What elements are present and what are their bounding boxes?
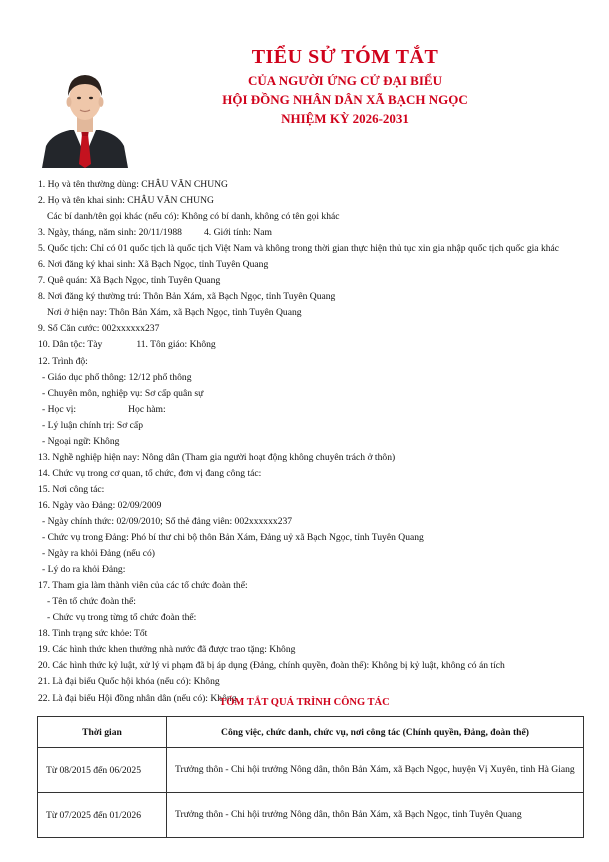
party-leave-date: - Ngày ra khỏi Đảng (nếu có) [42, 548, 155, 560]
title-line-2: CỦA NGƯỜI ỨNG CỬ ĐẠI BIỂU [248, 73, 442, 88]
ethnicity: 10. Dân tộc: Tày [38, 339, 103, 351]
column-header-time: Thời gian [38, 717, 167, 748]
political-theory: - Lý luận chính trị: Sơ cấp [42, 419, 143, 431]
portrait-image [38, 60, 132, 168]
general-education: - Giáo dục phổ thông: 12/12 phổ thông [42, 371, 192, 383]
row-work: Trưởng thôn - Chi hội trưởng Nông dân, thôn Bản Xám, xã Bạch Ngọc, tỉnh Tuyên Quang [167, 793, 584, 838]
table-row [38, 748, 584, 793]
candidate-portrait [38, 60, 132, 168]
disciplinary-records: 20. Các hình thức kỷ luật, xử lý vi phạm đã bị áp dụng (Đảng, chính quyền, đoàn thể): Không bị kỷ luật, không có án tích [38, 660, 505, 672]
hometown: 7. Quê quán: Xã Bạch Ngọc, tỉnh Tuyên Quang [38, 275, 221, 287]
mass-organizations: 17. Tham gia làm thành viên của các tổ chức đoàn thể: [38, 580, 248, 592]
permanent-residence: 8. Nơi đăng ký thường trú: Thôn Bản Xám, xã Bạch Ngọc, tỉnh Tuyên Quang [38, 291, 336, 303]
work-history-table [37, 716, 584, 838]
workplace: 15. Nơi công tác: [38, 483, 105, 495]
current-position: 14. Chức vụ trong cơ quan, tổ chức, đơn vị đang công tác: [38, 467, 262, 479]
state-awards: 19. Các hình thức khen thưởng nhà nước đã được trao tặng: Không [38, 644, 296, 656]
birth-gender-row [38, 225, 583, 241]
party-join-date: 16. Ngày vào Đảng: 02/09/2009 [38, 499, 162, 511]
professional-qualification: - Chuyên môn, nghiệp vụ: Sơ cấp quân sự [42, 387, 204, 399]
academic-degree: - Học vị: [42, 403, 77, 415]
organization-position: - Chức vụ trong từng tổ chức đoàn thể: [47, 612, 197, 624]
foreign-language: - Ngoại ngữ: Không [42, 435, 120, 447]
column-header-work: Công việc, chức danh, chức vụ, nơi công tác (Chính quyền, Đảng, đoàn thể) [167, 717, 584, 748]
party-leave-reason: - Lý do ra khỏi Đảng: [42, 564, 126, 576]
nationality: 5. Quốc tịch: Chỉ có 01 quốc tịch là quốc tịch Việt Nam và không trong thời gian thực hiện thủ tục xin gia nhập quốc tịch quốc gia khác [38, 243, 560, 255]
work-history-title: TÓM TẮT QUÁ TRÌNH CÔNG TÁC [219, 697, 390, 708]
aliases: Các bí danh/tên gọi khác (nếu có): Không có bí danh, không có tên gọi khác [47, 211, 340, 223]
document-title: TIỂU SỬ TÓM TẮT [251, 46, 439, 68]
row-work: Trưởng thôn - Chi hội trưởng Nông dân, thôn Bản Xám, xã Bạch Ngọc, huyện Vị Xuyên, tỉnh Hà Giang [167, 748, 584, 793]
degree-title-row [38, 402, 583, 418]
academic-title: Học hàm: [128, 403, 166, 415]
table-header-row [38, 717, 584, 748]
title-block [150, 44, 540, 127]
table-row [38, 793, 584, 838]
peoples-council-deputy: 22. Là đại biểu Hội đồng nhân dân (nếu có): Không [38, 692, 237, 704]
ethnicity-religion-row [38, 337, 583, 353]
profile-details [38, 177, 583, 707]
current-occupation: 13. Nghề nghiệp hiện nay: Nông dân (Tham gia người hoạt động không chuyên trách ở thôn) [38, 451, 396, 463]
national-assembly-deputy: 21. Là đại biểu Quốc hội khóa (nếu có): Không [38, 676, 220, 688]
birth-registration-place: 6. Nơi đăng ký khai sinh: Xã Bạch Ngọc, tỉnh Tuyên Quang [38, 259, 269, 271]
education-heading: 12. Trình độ: [38, 355, 88, 367]
health-status: 18. Tình trạng sức khỏe: Tốt [38, 628, 148, 640]
row-time: Từ 07/2025 đến 01/2026 [38, 793, 167, 838]
id-number: 9. Số Căn cước: 002xxxxxx237 [38, 323, 160, 335]
current-residence: Nơi ở hiện nay: Thôn Bản Xám, xã Bạch Ngọc, tỉnh Tuyên Quang [47, 307, 302, 319]
document-header [0, 0, 609, 175]
organization-name: - Tên tổ chức đoàn thể: [47, 596, 136, 608]
party-position: - Chức vụ trong Đảng: Phó bí thư chi bộ thôn Bản Xám, Đảng uỷ xã Bạch Ngọc, tỉnh Tuyên Quang [42, 532, 424, 544]
date-of-birth: 3. Ngày, tháng, năm sinh: 20/11/1988 [38, 227, 182, 239]
row-time: Từ 08/2015 đến 06/2025 [38, 748, 167, 793]
party-official-date: - Ngày chính thức: 02/09/2010; Số thẻ đảng viên: 002xxxxxx237 [42, 515, 293, 527]
birth-name: 2. Họ và tên khai sinh: CHÂU VĂN CHUNG [38, 195, 214, 207]
title-line-3: HỘI ĐỒNG NHÂN DÂN XÃ BẠCH NGỌC [222, 92, 468, 107]
gender: 4. Giới tính: Nam [203, 227, 272, 239]
title-line-4: NHIỆM KỲ 2026-2031 [281, 111, 409, 126]
common-name: 1. Họ và tên thường dùng: CHÂU VĂN CHUNG [38, 179, 228, 190]
religion: 11. Tôn giáo: Không [136, 339, 216, 351]
